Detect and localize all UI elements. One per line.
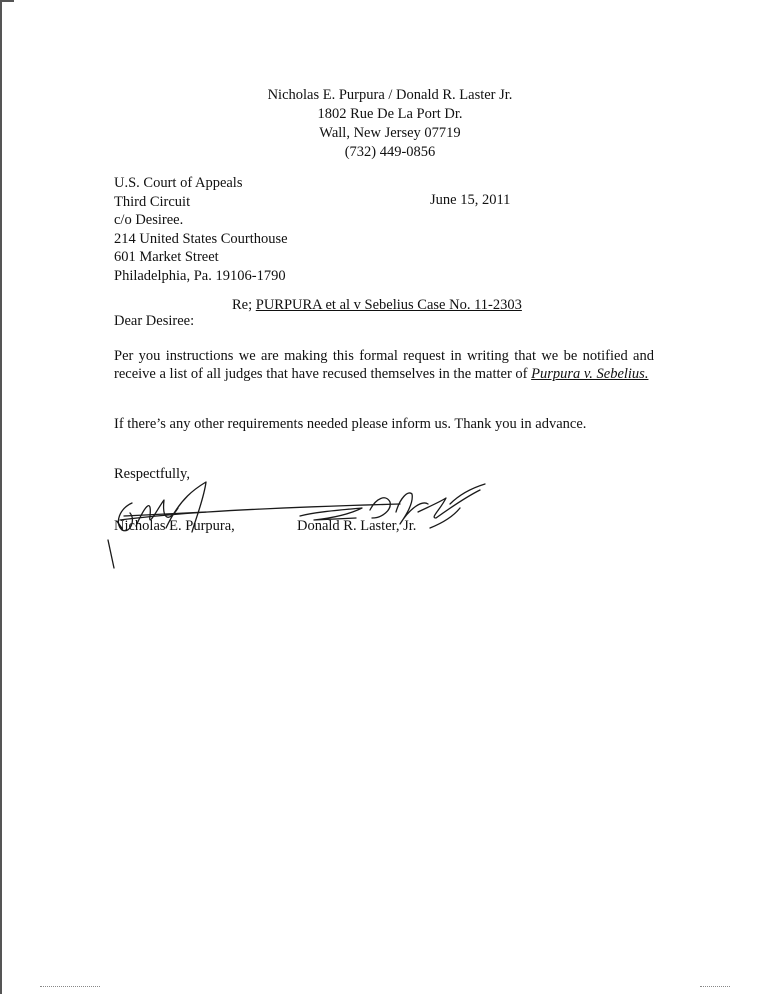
- body-text: Per you instructions we are making this formal request in writing that we be notified and receive a list of all judges that have recused themselves in the matter of: [114, 348, 654, 382]
- recipient-line: U.S. Court of Appeals: [114, 175, 243, 191]
- signer-name: Nicholas E. Purpura,: [114, 518, 235, 534]
- letter-date: June 15, 2011: [430, 192, 511, 208]
- recipient-line: 601 Market Street: [114, 249, 219, 265]
- case-name: Purpura v. Sebelius.: [531, 366, 649, 382]
- sender-street: 1802 Rue De La Port Dr.: [317, 106, 463, 122]
- salutation: Dear Desiree:: [114, 313, 195, 329]
- signature-stroke: [108, 540, 114, 568]
- recipient-line: Philadelphia, Pa. 19106-1790: [114, 267, 286, 284]
- sender-names: Nicholas E. Purpura / Donald R. Laster Jr.: [267, 87, 513, 103]
- recipient-address: [114, 174, 288, 285]
- recipient-line: 214 United States Courthouse: [114, 230, 288, 247]
- sender-phone: (732) 449-0856: [344, 144, 436, 160]
- recipient-line: c/o Desiree.: [114, 212, 184, 228]
- page-left-edge: [0, 0, 2, 994]
- signature-stroke: [370, 498, 390, 518]
- closing-paragraph: If there’s any other requirements needed please inform us. Thank you in advance.: [114, 416, 587, 432]
- body-paragraph: [114, 347, 654, 383]
- recipient-line: Third Circuit: [114, 193, 191, 210]
- signature-stroke: [450, 484, 485, 504]
- scan-artifact: [700, 986, 730, 988]
- page-corner-mark: [0, 0, 14, 2]
- case-reference: PURPURA et al v Sebelius Case No. 11-2303: [255, 297, 522, 313]
- signer-name: Donald R. Laster, Jr.: [297, 518, 417, 534]
- complimentary-close: Respectfully,: [114, 466, 190, 482]
- re-line: [232, 297, 522, 314]
- scan-artifact: [40, 986, 100, 988]
- letterhead: [200, 86, 580, 162]
- re-prefix: Re;: [232, 297, 253, 313]
- sender-city: Wall, New Jersey 07719: [319, 125, 461, 141]
